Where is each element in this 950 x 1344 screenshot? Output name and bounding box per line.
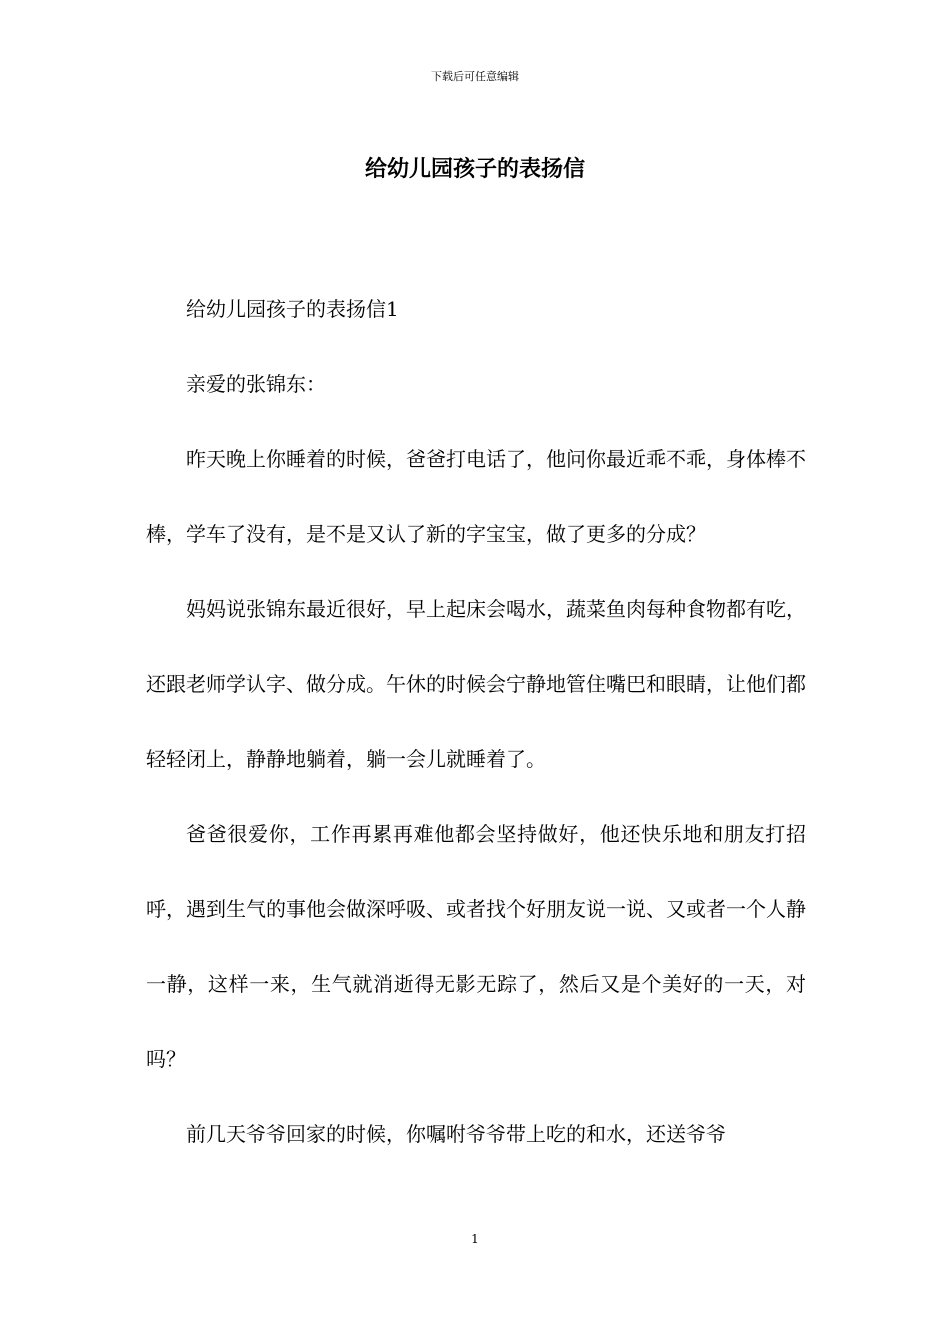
document-title: 给幼儿园孩子的表扬信 — [364, 156, 585, 182]
paragraph-salutation: 亲爱的张锦东： — [186, 372, 326, 396]
page-number: 1 — [471, 1232, 479, 1246]
paragraph: 爸爸很爱你，工作再累再难他都会坚持做好，他还快乐地和朋友打招呼，遇到生气的事他会做深呼吸、或者找个好朋友说一说、又或者一个人静一静，这样一来，生气就消逝得无影无踪了，然后又是个美好的一天，对吗？ — [146, 822, 806, 1071]
paragraph-subtitle: 给幼儿园孩子的表扬信1 — [186, 297, 399, 321]
header-note: 下载后可任意编辑 — [431, 70, 519, 83]
document-body — [146, 272, 806, 1172]
paragraph: 昨天晚上你睡着的时候，爸爸打电话了，他问你最近乖不乖，身体棒不棒，学车了没有，是不是又认了新的字宝宝，做了更多的分成？ — [146, 447, 806, 546]
paragraph: 前几天爷爷回家的时候，你嘱咐爷爷带上吃的和水，还送爷爷 — [186, 1122, 726, 1146]
paragraph: 妈妈说张锦东最近很好，早上起床会喝水，蔬菜鱼肉每种食物都有吃，还跟老师学认字、做分成。午休的时候会宁静地管住嘴巴和眼睛，让他们都轻轻闭上，静静地躺着，躺一会儿就睡着了。 — [146, 597, 806, 771]
